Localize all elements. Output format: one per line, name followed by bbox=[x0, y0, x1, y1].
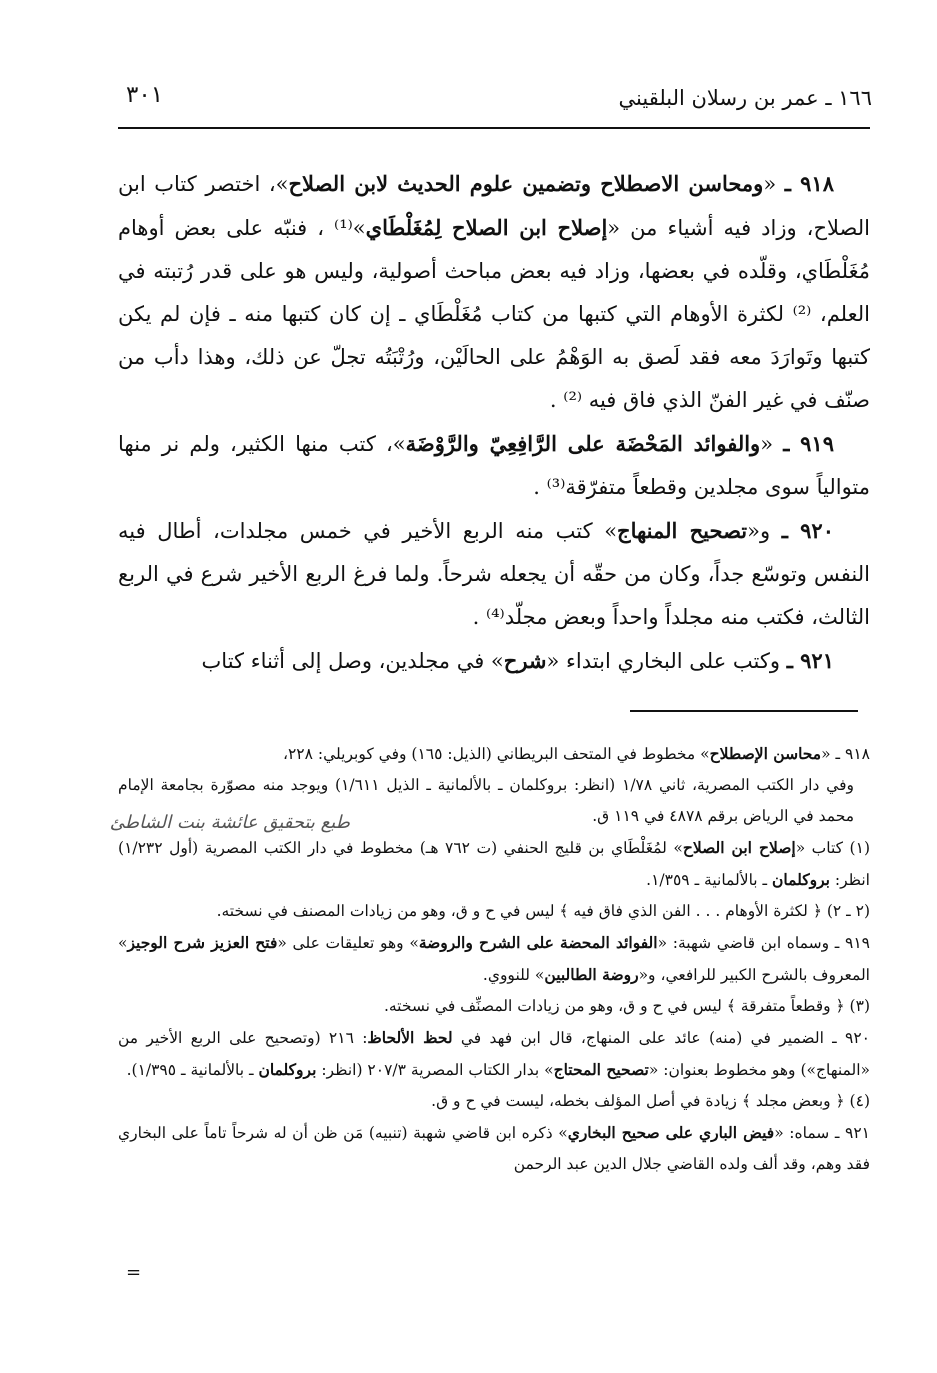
footnotes bbox=[118, 738, 870, 1180]
entry-921: ٩٢١ ـ وكتب على البخاري ابتداء «شرح» في مجلدين، وصل إلى أثناء كتاب bbox=[201, 648, 834, 673]
handwritten-margin-note: طبع بتحقيق عائشة بنت الشاطئ bbox=[109, 812, 350, 833]
book-title: تصحيح المنهاج bbox=[617, 518, 748, 543]
footnote-921: ٩٢١ ـ سماه: «فيض الباري على صحيح البخاري» ذكره ابن قاضي شهبة (تنبيه) مَن ظن أن له شرحاً تاماً على البخاري فقد وهم، وقد ألف ولده القاضي جلال الدين عبد الرحمن bbox=[118, 1123, 870, 1173]
entry-918: ٩١٨ ـ «ومحاسن الاصطلاح وتضمين علوم الحديث لابن الصلاح»، اختصر كتاب ابن الصلاح، وزاد فيه أشياء من «إصلاح ابن الصلاح لِمُغَلْطَاي»⁽¹⁾ ، فنبّه على بعض أوهام مُغَلْطَاي، وقلّده في بعضها، وزاد فيه بعض مباحث أصولية، وليس هو على قدر رُتبته في العلم، ⁽²⁾ لكثرة الأوهام التي كتبها من كتاب مُغَلْطَاي ـ إن كان كتبها منه ـ فإن لم يكن كتبها وتَوارَدَ معه فقد لَصق به الوَهْمُ على الحالَيْن، ورُتْبَتُه تجلّ عن ذلك، وهذا دأب من صنّف في غير الفنّ الذي فاق فيه ⁽²⁾ . bbox=[118, 171, 871, 412]
main-text bbox=[118, 162, 870, 683]
footnote-rule bbox=[630, 710, 858, 712]
footnote-1: (١) كتاب «إصلاح ابن الصلاح» لمُغَلْطَاي بن قليج الحنفي (ت ٧٦٢ هـ) مخطوط في دار الكتب المصرية (أول ١/٢٣٢) انظر: بروكلمان ـ بالألمانية ـ ١/٣٥٩. bbox=[118, 838, 870, 889]
footnote-918: ٩١٨ ـ «محاسن الإصطلاح» مخطوط في المتحف البريطاني (الذيل: ١٦٥) وفي كوبريلي: ٢٢٨، bbox=[282, 744, 870, 763]
book-title: شرح bbox=[503, 648, 547, 673]
book-title: ومحاسن الاصطلاح وتضمين علوم الحديث لابن الصلاح bbox=[288, 171, 764, 196]
footnote-2: (٢ ـ ٢) ﴿ لكثرة الأوهام . . . الفن الذي فاق فيه ﴾ ليس في ح و ق، وهو من زيادات المصنف في نسخته. bbox=[216, 902, 870, 920]
footnote-919: ٩١٩ ـ وسماه ابن قاضي شهبة: «الفوائد المحضة على الشرح والروضة» وهو تعليقات على «فتح العزيز شرح الوجيز» المعروف بالشرح الكبير للرافعي، و«روضة الطالبين» للنووي. bbox=[118, 933, 870, 984]
page-number: ٣٠١ bbox=[126, 82, 164, 108]
footnote-3: (٣) ﴿ وقطعاً متفرقة ﴾ ليس في ح و ق، وهو من زيادات المصنِّف في نسخته. bbox=[383, 997, 870, 1015]
footnote-918-cont: وفي دار الكتب المصرية، ثاني ١/٧٨ (انظر: بروكلمان ـ بالألمانية ـ الذيل ١/٦١١) ويوجد منه مصوّرة بجامعة الإمام محمد في الرياض برقم ٤٨٧٨ في ١١٩ ق. bbox=[118, 776, 854, 825]
book-title: إصلاح ابن الصلاح لِمُغَلْطَاي bbox=[365, 215, 608, 240]
page-header bbox=[118, 80, 872, 126]
footnote-920: ٩٢٠ ـ الضمير في (منه) عائد على المنهاج، قال ابن فهد في لحظ الألحاظ: ٢١٦ (وتصحيح على الربع الأخير من «المنهاج») وهو مخطوط بعنوان: «تصحيح المحتاج» بدار الكتاب المصرية ٢٠٧/٣ (انظر: بروكلمان ـ بالألمانية ـ ١/٣٩٥). bbox=[118, 1028, 870, 1079]
book-title: والفوائد المَحْضَة على الرَّافِعِيّ والرَّوْضَة bbox=[405, 431, 761, 456]
footnote-4: (٤) ﴿ وبعض مجلد ﴾ زيادة في أصل المؤلف بخطه، ليست في ح و ق. bbox=[431, 1092, 870, 1110]
entry-920: ٩٢٠ ـ و«تصحيح المنهاج» كتب منه الربع الأخير في خمس مجلدات، أطال فيه النفس وتوسّع جداً، وكان من حقّه أن يجعله شرحاً. ولما فرغ الربع الأخير شرع في الربع الثالث، فكتب منه مجلداً واحداً وبعض مجلّد⁽⁴⁾ . bbox=[118, 518, 871, 629]
running-head: ١٦٦ ـ عمر بن رسلان البلقيني bbox=[618, 86, 872, 110]
entry-919: ٩١٩ ـ «والفوائد المَحْضَة على الرَّافِعِيّ والرَّوْضَة»، كتب منها الكثير، ولم نر منها متوالياً سوى مجلدين وقطعاً متفرّقة⁽³⁾ . bbox=[118, 431, 870, 499]
continuation-mark: = bbox=[126, 1262, 142, 1283]
header-rule bbox=[118, 127, 870, 129]
